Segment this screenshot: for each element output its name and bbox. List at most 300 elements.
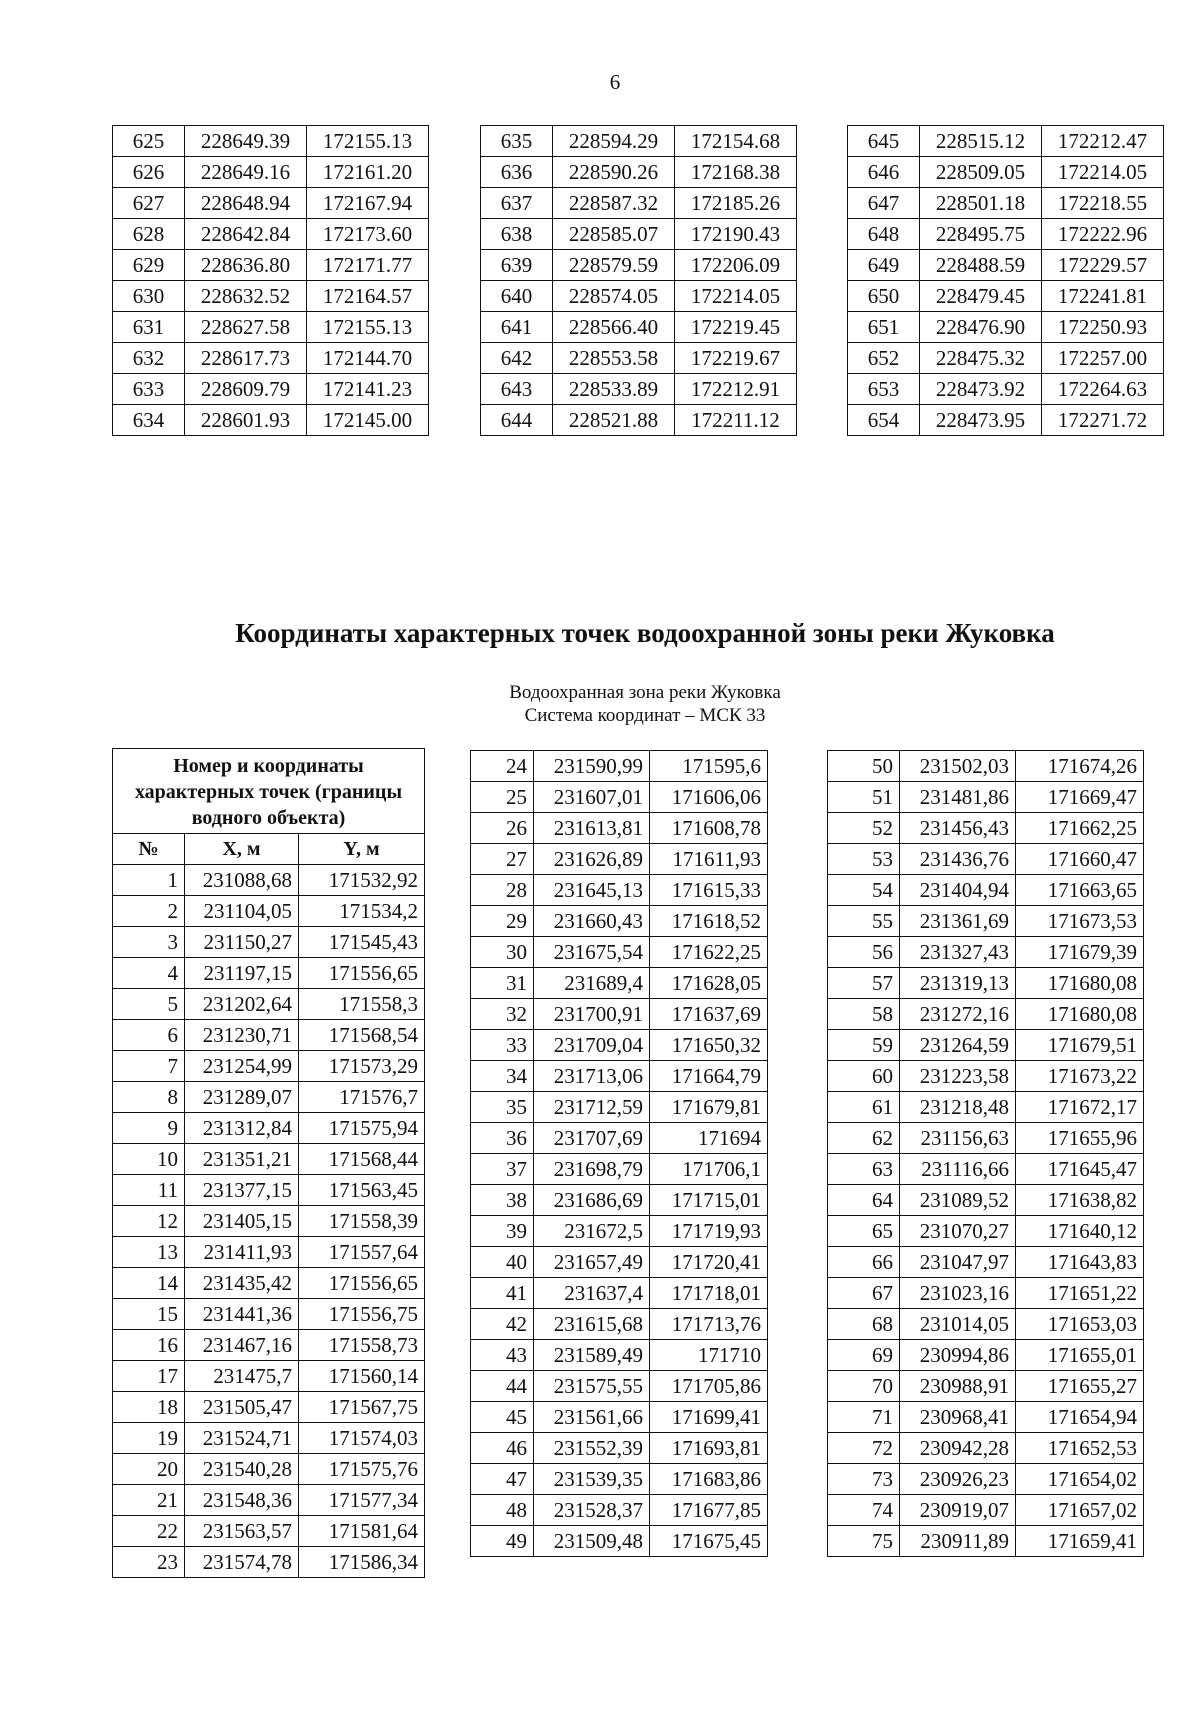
table-row: [113, 896, 425, 927]
point-number-cell: 639: [481, 250, 553, 281]
point-number-cell: 41: [471, 1278, 534, 1309]
x-coordinate-cell: 228609.79: [185, 374, 307, 405]
table-row: [848, 157, 1164, 188]
coordinates-table-top-1: [112, 125, 429, 436]
point-number-cell: 37: [471, 1154, 534, 1185]
y-coordinate-cell: 172167.94: [307, 188, 429, 219]
y-coordinate-cell: 172219.67: [675, 343, 797, 374]
x-coordinate-cell: 231014,05: [900, 1309, 1016, 1340]
point-number-cell: 24: [471, 751, 534, 782]
table-row: [113, 1051, 425, 1082]
y-coordinate-cell: 171545,43: [299, 927, 425, 958]
table-row: [113, 1330, 425, 1361]
table-row: [481, 374, 797, 405]
x-coordinate-cell: 231528,37: [534, 1495, 650, 1526]
table-row: [471, 1464, 768, 1495]
y-coordinate-cell: 172212.47: [1042, 126, 1164, 157]
page-number: 6: [609, 70, 621, 94]
section-heading: Координаты характерных точек водоохранной зоны реки Жуковка: [235, 618, 1055, 648]
x-coordinate-cell: 231456,43: [900, 813, 1016, 844]
table-row: [113, 405, 429, 436]
table-row: [828, 1061, 1144, 1092]
x-coordinate-cell: 231561,66: [534, 1402, 650, 1433]
y-coordinate-cell: 171683,86: [650, 1464, 768, 1495]
x-coordinate-cell: 231552,39: [534, 1433, 650, 1464]
point-number-cell: 629: [113, 250, 185, 281]
point-number-cell: 650: [848, 281, 920, 312]
y-coordinate-cell: 171669,47: [1016, 782, 1144, 813]
point-number-cell: 65: [828, 1216, 900, 1247]
x-coordinate-cell: 231218,48: [900, 1092, 1016, 1123]
y-coordinate-cell: 172264.63: [1042, 374, 1164, 405]
table-row: [113, 1020, 425, 1051]
table-row: [481, 188, 797, 219]
x-coordinate-cell: 231405,15: [185, 1206, 299, 1237]
table-row: [113, 1423, 425, 1454]
point-number-cell: 631: [113, 312, 185, 343]
x-coordinate-cell: 231613,81: [534, 813, 650, 844]
table-row: [828, 1402, 1144, 1433]
point-number-cell: 73: [828, 1464, 900, 1495]
point-number-cell: 27: [471, 844, 534, 875]
point-number-cell: 56: [828, 937, 900, 968]
point-number-cell: 74: [828, 1495, 900, 1526]
y-coordinate-cell: 171720,41: [650, 1247, 768, 1278]
y-coordinate-cell: 172171.77: [307, 250, 429, 281]
y-coordinate-cell: 171673,53: [1016, 906, 1144, 937]
point-number-cell: 70: [828, 1371, 900, 1402]
y-coordinate-cell: 171558,39: [299, 1206, 425, 1237]
x-coordinate-cell: 228601.93: [185, 405, 307, 436]
x-coordinate-cell: 228636.80: [185, 250, 307, 281]
x-coordinate-cell: 228587.32: [553, 188, 675, 219]
y-coordinate-cell: 171575,76: [299, 1454, 425, 1485]
point-number-cell: 649: [848, 250, 920, 281]
point-number-cell: 638: [481, 219, 553, 250]
y-coordinate-cell: 171622,25: [650, 937, 768, 968]
point-number-cell: 645: [848, 126, 920, 157]
table-row: [471, 813, 768, 844]
y-coordinate-cell: 171576,7: [299, 1082, 425, 1113]
point-number-cell: 58: [828, 999, 900, 1030]
y-coordinate-cell: 171654,02: [1016, 1464, 1144, 1495]
table-row: [113, 1144, 425, 1175]
x-coordinate-cell: 228649.16: [185, 157, 307, 188]
coordinates-table-top-2: [480, 125, 797, 436]
table-body: [848, 126, 1164, 436]
table-row: [828, 906, 1144, 937]
table-row: [113, 1547, 425, 1578]
table-row: [471, 1185, 768, 1216]
x-coordinate-cell: 231202,64: [185, 989, 299, 1020]
y-coordinate-cell: 171715,01: [650, 1185, 768, 1216]
x-coordinate-cell: 228574.05: [553, 281, 675, 312]
table-row: [828, 1185, 1144, 1216]
table-row: [113, 219, 429, 250]
table-row: [828, 1278, 1144, 1309]
coordinates-table-bottom-3: [827, 750, 1144, 1557]
point-number-cell: 8: [113, 1082, 185, 1113]
y-coordinate-cell: 171719,93: [650, 1216, 768, 1247]
point-number-cell: 1: [113, 865, 185, 896]
y-coordinate-cell: 171643,83: [1016, 1247, 1144, 1278]
x-coordinate-cell: 231590,99: [534, 751, 650, 782]
table-row: [828, 1123, 1144, 1154]
y-coordinate-cell: 171650,32: [650, 1030, 768, 1061]
y-coordinate-cell: 171568,54: [299, 1020, 425, 1051]
point-number-cell: 34: [471, 1061, 534, 1092]
x-coordinate-cell: 228473.92: [920, 374, 1042, 405]
point-number-cell: 12: [113, 1206, 185, 1237]
x-coordinate-cell: 231539,35: [534, 1464, 650, 1495]
point-number-cell: 68: [828, 1309, 900, 1340]
x-coordinate-cell: 231023,16: [900, 1278, 1016, 1309]
y-coordinate-cell: 172212.91: [675, 374, 797, 405]
x-coordinate-cell: 230942,28: [900, 1433, 1016, 1464]
x-coordinate-cell: 228579.59: [553, 250, 675, 281]
table-row: [848, 343, 1164, 374]
point-number-cell: 6: [113, 1020, 185, 1051]
point-number-cell: 626: [113, 157, 185, 188]
x-coordinate-cell: 231675,54: [534, 937, 650, 968]
table-row: [113, 157, 429, 188]
y-coordinate-cell: 171663,65: [1016, 875, 1144, 906]
point-number-cell: 625: [113, 126, 185, 157]
x-coordinate-cell: 228649.39: [185, 126, 307, 157]
y-coordinate-cell: 171638,82: [1016, 1185, 1144, 1216]
table-row: [471, 906, 768, 937]
x-coordinate-cell: 231156,63: [900, 1123, 1016, 1154]
x-coordinate-cell: 231709,04: [534, 1030, 650, 1061]
x-coordinate-cell: 228533.89: [553, 374, 675, 405]
x-coordinate-cell: 231197,15: [185, 958, 299, 989]
table-row: [113, 1392, 425, 1423]
x-coordinate-cell: 231089,52: [900, 1185, 1016, 1216]
y-coordinate-cell: 171659,41: [1016, 1526, 1144, 1557]
y-coordinate-cell: 171628,05: [650, 968, 768, 999]
y-coordinate-cell: 172161.20: [307, 157, 429, 188]
y-coordinate-cell: 171557,64: [299, 1237, 425, 1268]
y-coordinate-cell: 172229.57: [1042, 250, 1164, 281]
table-row: [471, 1123, 768, 1154]
y-coordinate-cell: 171606,06: [650, 782, 768, 813]
table-row: [471, 1278, 768, 1309]
y-coordinate-cell: 171694: [650, 1123, 768, 1154]
x-coordinate-cell: 228495.75: [920, 219, 1042, 250]
y-coordinate-cell: 172144.70: [307, 343, 429, 374]
table-row: [481, 126, 797, 157]
point-number-cell: 654: [848, 405, 920, 436]
table-row: [828, 813, 1144, 844]
table-row: [471, 844, 768, 875]
y-coordinate-cell: 171706,1: [650, 1154, 768, 1185]
y-coordinate-cell: 171653,03: [1016, 1309, 1144, 1340]
x-coordinate-cell: 231672,5: [534, 1216, 650, 1247]
x-coordinate-cell: 228488.59: [920, 250, 1042, 281]
point-number-cell: 67: [828, 1278, 900, 1309]
coordinates-table-bottom-1: [112, 748, 425, 1578]
table-row: [113, 250, 429, 281]
x-coordinate-cell: 228553.58: [553, 343, 675, 374]
table-row: [828, 1526, 1144, 1557]
x-coordinate-cell: 228594.29: [553, 126, 675, 157]
x-coordinate-cell: 228642.84: [185, 219, 307, 250]
table-row: [471, 1061, 768, 1092]
table-row: [113, 1268, 425, 1299]
table-row: [471, 999, 768, 1030]
y-coordinate-cell: 171705,86: [650, 1371, 768, 1402]
point-number-cell: 69: [828, 1340, 900, 1371]
y-coordinate-cell: 172218.55: [1042, 188, 1164, 219]
table-row: [113, 1516, 425, 1547]
table-row: [113, 865, 425, 896]
table-row: [828, 1433, 1144, 1464]
x-coordinate-cell: 228509.05: [920, 157, 1042, 188]
table-row: [828, 937, 1144, 968]
y-coordinate-cell: 171558,3: [299, 989, 425, 1020]
point-number-cell: 40: [471, 1247, 534, 1278]
point-number-cell: 66: [828, 1247, 900, 1278]
table-row: [848, 405, 1164, 436]
table-row: [481, 405, 797, 436]
x-coordinate-cell: 231467,16: [185, 1330, 299, 1361]
table-body: [481, 126, 797, 436]
table-row: [828, 1154, 1144, 1185]
point-number-cell: 641: [481, 312, 553, 343]
table-row: [848, 250, 1164, 281]
point-number-cell: 4: [113, 958, 185, 989]
x-coordinate-cell: 231563,57: [185, 1516, 299, 1547]
point-number-cell: 643: [481, 374, 553, 405]
point-number-cell: 28: [471, 875, 534, 906]
point-number-cell: 652: [848, 343, 920, 374]
x-coordinate-cell: 231689,4: [534, 968, 650, 999]
x-coordinate-cell: 228627.58: [185, 312, 307, 343]
x-coordinate-cell: 231150,27: [185, 927, 299, 958]
table-body: [113, 126, 429, 436]
point-number-cell: 632: [113, 343, 185, 374]
point-number-cell: 50: [828, 751, 900, 782]
point-number-cell: 13: [113, 1237, 185, 1268]
x-coordinate-cell: 228473.95: [920, 405, 1042, 436]
y-coordinate-cell: 171679,81: [650, 1092, 768, 1123]
table-row: [828, 1495, 1144, 1526]
point-number-cell: 2: [113, 896, 185, 927]
point-number-cell: 62: [828, 1123, 900, 1154]
point-number-cell: 48: [471, 1495, 534, 1526]
y-coordinate-cell: 171586,34: [299, 1547, 425, 1578]
y-coordinate-cell: 171718,01: [650, 1278, 768, 1309]
point-number-cell: 630: [113, 281, 185, 312]
table-row: [113, 1206, 425, 1237]
y-coordinate-cell: 171673,22: [1016, 1061, 1144, 1092]
y-coordinate-cell: 171595,6: [650, 751, 768, 782]
table-row: [828, 1247, 1144, 1278]
table-row: [471, 1340, 768, 1371]
table-row: [471, 1247, 768, 1278]
point-number-cell: 63: [828, 1154, 900, 1185]
x-coordinate-cell: 231361,69: [900, 906, 1016, 937]
x-coordinate-cell: 228590.26: [553, 157, 675, 188]
y-coordinate-cell: 171655,27: [1016, 1371, 1144, 1402]
header-title-row: [113, 749, 425, 834]
y-coordinate-cell: 172145.00: [307, 405, 429, 436]
table-row: [471, 751, 768, 782]
point-number-cell: 14: [113, 1268, 185, 1299]
y-coordinate-cell: 172173.60: [307, 219, 429, 250]
y-coordinate-cell: 172141.23: [307, 374, 429, 405]
table-row: [481, 281, 797, 312]
table-row: [828, 751, 1144, 782]
x-coordinate-cell: 231524,71: [185, 1423, 299, 1454]
table-row: [113, 188, 429, 219]
x-coordinate-cell: 228632.52: [185, 281, 307, 312]
y-coordinate-cell: 171618,52: [650, 906, 768, 937]
y-coordinate-cell: 171654,94: [1016, 1402, 1144, 1433]
header-columns-row: [113, 834, 425, 865]
x-coordinate-cell: 231230,71: [185, 1020, 299, 1051]
x-coordinate-cell: 228501.18: [920, 188, 1042, 219]
y-coordinate-cell: 171573,29: [299, 1051, 425, 1082]
x-coordinate-cell: 231116,66: [900, 1154, 1016, 1185]
table-row: [848, 312, 1164, 343]
x-coordinate-cell: 231088,68: [185, 865, 299, 896]
y-coordinate-cell: 172222.96: [1042, 219, 1164, 250]
table-row: [828, 1371, 1144, 1402]
x-coordinate-cell: 231404,94: [900, 875, 1016, 906]
y-coordinate-cell: 172257.00: [1042, 343, 1164, 374]
x-coordinate-cell: 228521.88: [553, 405, 675, 436]
y-coordinate-cell: 171679,51: [1016, 1030, 1144, 1061]
point-number-cell: 633: [113, 374, 185, 405]
x-coordinate-cell: 231435,42: [185, 1268, 299, 1299]
coordinates-table-bottom-2: [470, 750, 768, 1557]
table-row: [113, 958, 425, 989]
y-coordinate-cell: 171558,73: [299, 1330, 425, 1361]
table-row: [113, 1299, 425, 1330]
x-coordinate-cell: 231312,84: [185, 1113, 299, 1144]
point-number-cell: 18: [113, 1392, 185, 1423]
x-coordinate-cell: 231548,36: [185, 1485, 299, 1516]
table-row: [828, 1340, 1144, 1371]
table-row: [113, 281, 429, 312]
x-coordinate-cell: 228515.12: [920, 126, 1042, 157]
y-coordinate-cell: 171680,08: [1016, 968, 1144, 999]
point-number-cell: 47: [471, 1464, 534, 1495]
y-coordinate-cell: 172154.68: [675, 126, 797, 157]
table-row: [481, 250, 797, 281]
table-row: [471, 1371, 768, 1402]
point-number-cell: 10: [113, 1144, 185, 1175]
y-coordinate-cell: 171637,69: [650, 999, 768, 1030]
point-number-cell: 20: [113, 1454, 185, 1485]
table-row: [113, 1113, 425, 1144]
point-number-cell: 57: [828, 968, 900, 999]
point-number-cell: 653: [848, 374, 920, 405]
table-row: [113, 1361, 425, 1392]
y-coordinate-cell: 171713,76: [650, 1309, 768, 1340]
x-coordinate-cell: 230988,91: [900, 1371, 1016, 1402]
x-coordinate-cell: 228585.07: [553, 219, 675, 250]
y-coordinate-cell: 172155.13: [307, 126, 429, 157]
point-number-cell: 30: [471, 937, 534, 968]
point-number-cell: 11: [113, 1175, 185, 1206]
point-number-cell: 72: [828, 1433, 900, 1464]
table-row: [481, 157, 797, 188]
point-number-cell: 64: [828, 1185, 900, 1216]
y-coordinate-cell: 171640,12: [1016, 1216, 1144, 1247]
y-coordinate-cell: 171577,34: [299, 1485, 425, 1516]
table-row: [471, 875, 768, 906]
x-coordinate-cell: 231657,49: [534, 1247, 650, 1278]
x-coordinate-cell: 231223,58: [900, 1061, 1016, 1092]
point-number-cell: 32: [471, 999, 534, 1030]
table-row: [471, 968, 768, 999]
point-number-cell: 31: [471, 968, 534, 999]
table-row: [113, 1237, 425, 1268]
x-coordinate-cell: 230919,07: [900, 1495, 1016, 1526]
point-number-cell: 651: [848, 312, 920, 343]
table-row: [113, 343, 429, 374]
point-number-cell: 71: [828, 1402, 900, 1433]
y-coordinate-cell: 172190.43: [675, 219, 797, 250]
table-row: [471, 782, 768, 813]
table-row: [471, 1495, 768, 1526]
x-coordinate-cell: 231441,36: [185, 1299, 299, 1330]
point-number-cell: 3: [113, 927, 185, 958]
table-row: [471, 1030, 768, 1061]
subtitle-line-2: Система координат – МСК 33: [524, 705, 766, 726]
table-row: [828, 1092, 1144, 1123]
y-coordinate-cell: 171556,75: [299, 1299, 425, 1330]
point-number-cell: 39: [471, 1216, 534, 1247]
x-coordinate-cell: 230994,86: [900, 1340, 1016, 1371]
y-coordinate-cell: 171611,93: [650, 844, 768, 875]
x-coordinate-cell: 231502,03: [900, 751, 1016, 782]
y-coordinate-cell: 171560,14: [299, 1361, 425, 1392]
point-number-cell: 16: [113, 1330, 185, 1361]
table-body: [471, 751, 768, 1557]
point-number-cell: 637: [481, 188, 553, 219]
x-coordinate-cell: 231505,47: [185, 1392, 299, 1423]
table-row: [471, 1433, 768, 1464]
point-number-cell: 36: [471, 1123, 534, 1154]
point-number-cell: 15: [113, 1299, 185, 1330]
table-row: [471, 1309, 768, 1340]
x-coordinate-cell: 231047,97: [900, 1247, 1016, 1278]
y-coordinate-cell: 171655,01: [1016, 1340, 1144, 1371]
table-row: [828, 875, 1144, 906]
x-coordinate-cell: 231700,91: [534, 999, 650, 1030]
column-header-x: X, м: [185, 834, 299, 865]
table-row: [848, 126, 1164, 157]
x-coordinate-cell: 231686,69: [534, 1185, 650, 1216]
point-number-cell: 61: [828, 1092, 900, 1123]
y-coordinate-cell: 171608,78: [650, 813, 768, 844]
point-number-cell: 43: [471, 1340, 534, 1371]
x-coordinate-cell: 231540,28: [185, 1454, 299, 1485]
x-coordinate-cell: 231615,68: [534, 1309, 650, 1340]
point-number-cell: 627: [113, 188, 185, 219]
y-coordinate-cell: 171674,26: [1016, 751, 1144, 782]
table-body: [828, 751, 1144, 1557]
point-number-cell: 49: [471, 1526, 534, 1557]
table-row: [848, 219, 1164, 250]
point-number-cell: 21: [113, 1485, 185, 1516]
y-coordinate-cell: 171534,2: [299, 896, 425, 927]
point-number-cell: 51: [828, 782, 900, 813]
table-row: [113, 1485, 425, 1516]
